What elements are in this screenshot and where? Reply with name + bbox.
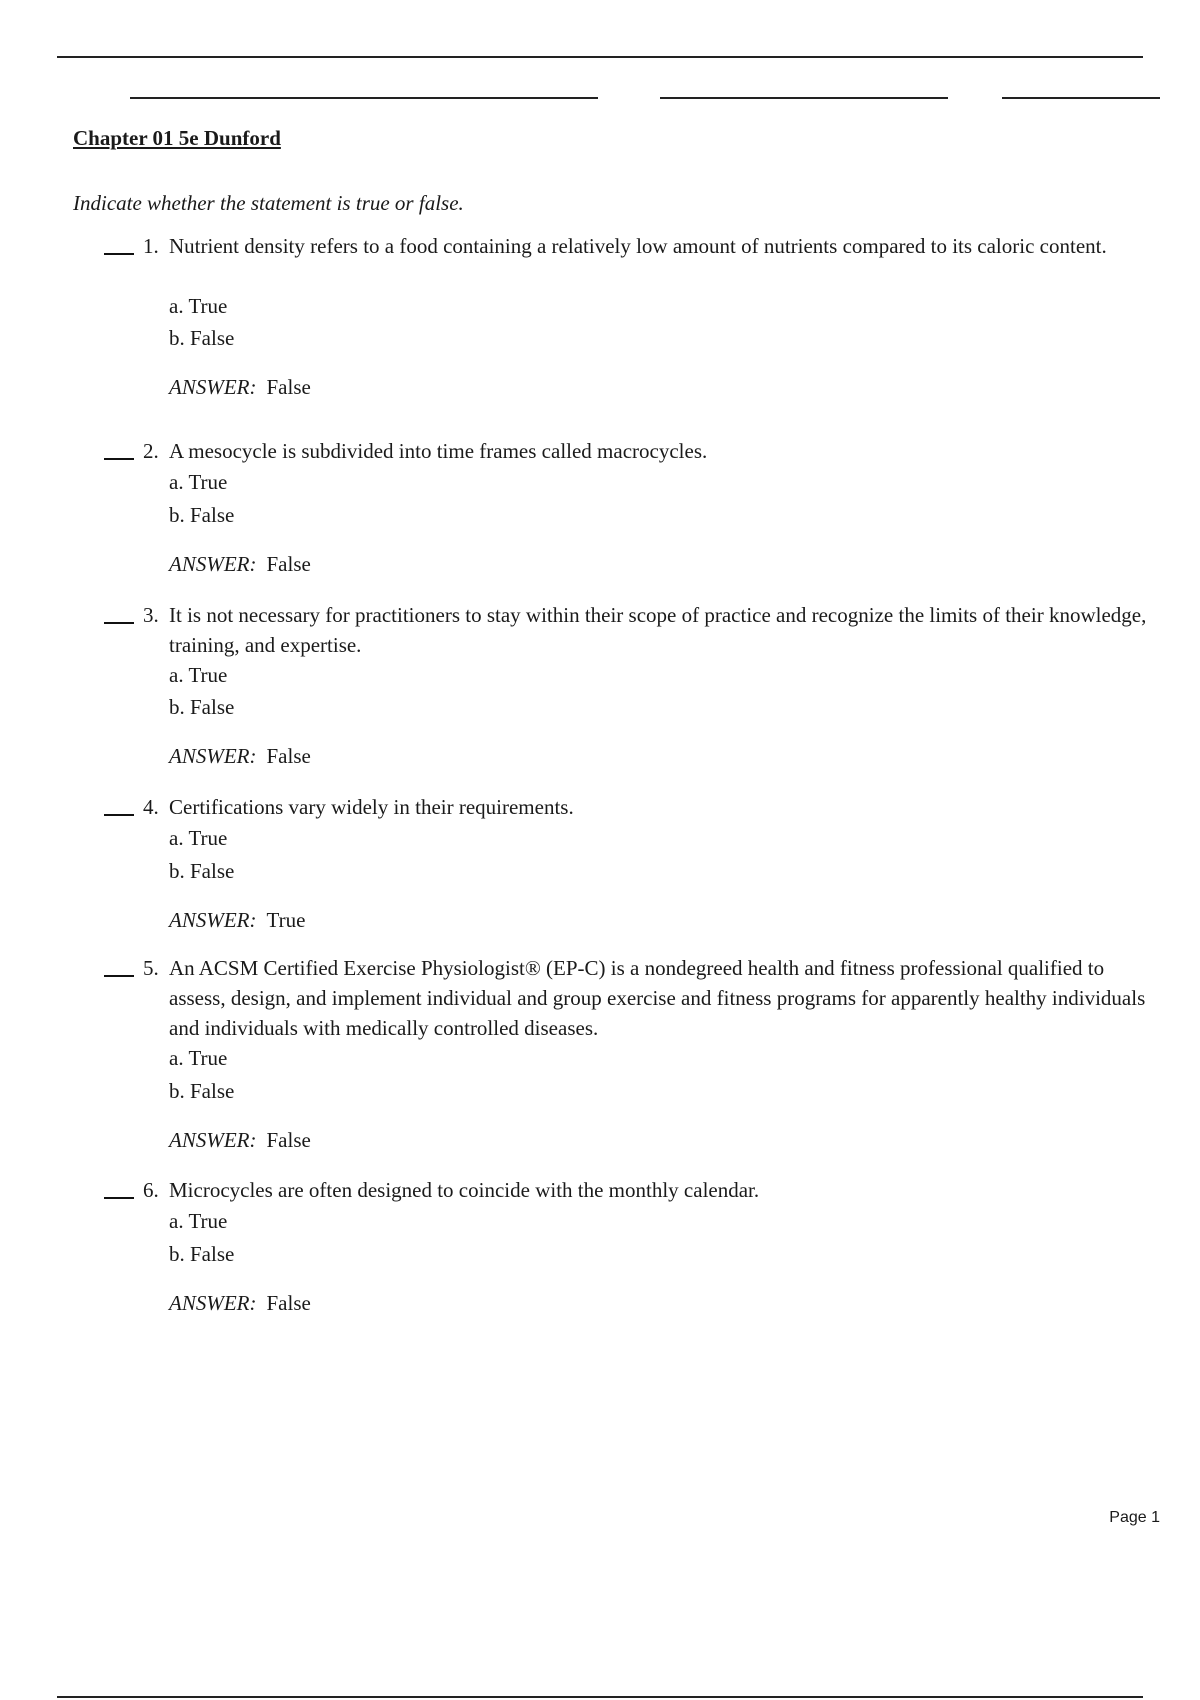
name-blank-line bbox=[130, 97, 598, 99]
option-b: b. False bbox=[169, 326, 235, 350]
question-text: Microcycles are often designed to coincide with the monthly calendar. bbox=[169, 1178, 760, 1202]
question-number: 4. bbox=[143, 795, 159, 819]
answer-blank bbox=[104, 458, 134, 460]
option-b: b. False bbox=[169, 695, 235, 719]
answer-line bbox=[169, 549, 311, 579]
question-number: 3. bbox=[143, 603, 159, 627]
answer-label: ANSWER: bbox=[169, 552, 257, 576]
answer-line bbox=[169, 1288, 311, 1318]
answer-blank bbox=[104, 1197, 134, 1199]
option-a: a. True bbox=[169, 826, 228, 850]
answer-blank bbox=[104, 622, 134, 624]
question-number: 5. bbox=[143, 956, 159, 980]
option-b: b. False bbox=[169, 859, 235, 883]
question-text: It is not necessary for practitioners to stay within their scope of practice and recognize the limits of their knowledge, training, and expertise. bbox=[169, 603, 1147, 657]
answer-value: False bbox=[266, 744, 311, 768]
top-rule bbox=[57, 56, 1143, 58]
option-a: a. True bbox=[169, 1209, 228, 1233]
answer-value: True bbox=[266, 908, 306, 932]
answer-line bbox=[169, 1125, 311, 1155]
answer-value: False bbox=[266, 1291, 311, 1315]
answer-label: ANSWER: bbox=[169, 1291, 257, 1315]
answer-line bbox=[169, 905, 305, 935]
answer-label: ANSWER: bbox=[169, 744, 257, 768]
option-a: a. True bbox=[169, 470, 228, 494]
date-blank-line bbox=[1002, 97, 1160, 99]
question-text: An ACSM Certified Exercise Physiologist® (EP-C) is a nondegreed health and fitness professional qualified to assess, design, and implement individual and group exercise and fitness programs for apparently healthy individuals and individuals with medically controlled diseases. bbox=[169, 956, 1146, 1040]
answer-value: False bbox=[266, 375, 311, 399]
instructions: Indicate whether the statement is true or false. bbox=[73, 191, 464, 215]
option-a: a. True bbox=[169, 294, 228, 318]
answer-label: ANSWER: bbox=[169, 375, 257, 399]
question-number: 6. bbox=[143, 1178, 159, 1202]
bottom-rule bbox=[57, 1696, 1143, 1698]
option-a: a. True bbox=[169, 663, 228, 687]
option-b: b. False bbox=[169, 1079, 235, 1103]
answer-blank bbox=[104, 253, 134, 255]
question-number: 1. bbox=[143, 234, 159, 258]
answer-line bbox=[169, 741, 311, 771]
answer-label: ANSWER: bbox=[169, 908, 257, 932]
answer-value: False bbox=[266, 552, 311, 576]
answer-blank bbox=[104, 975, 134, 977]
answer-value: False bbox=[266, 1128, 311, 1152]
option-b: b. False bbox=[169, 503, 235, 527]
answer-blank bbox=[104, 814, 134, 816]
class-blank-line bbox=[660, 97, 948, 99]
option-a: a. True bbox=[169, 1046, 228, 1070]
chapter-title: Chapter 01 5e Dunford bbox=[73, 126, 281, 150]
question-text: A mesocycle is subdivided into time frames called macrocycles. bbox=[169, 439, 708, 463]
question-text: Nutrient density refers to a food containing a relatively low amount of nutrients compared to its caloric content. bbox=[169, 234, 1107, 258]
option-b: b. False bbox=[169, 1242, 235, 1266]
answer-line bbox=[169, 372, 311, 402]
question-text: Certifications vary widely in their requirements. bbox=[169, 795, 574, 819]
question-number: 2. bbox=[143, 439, 159, 463]
page-number: Page 1 bbox=[1109, 1509, 1160, 1526]
answer-label: ANSWER: bbox=[169, 1128, 257, 1152]
